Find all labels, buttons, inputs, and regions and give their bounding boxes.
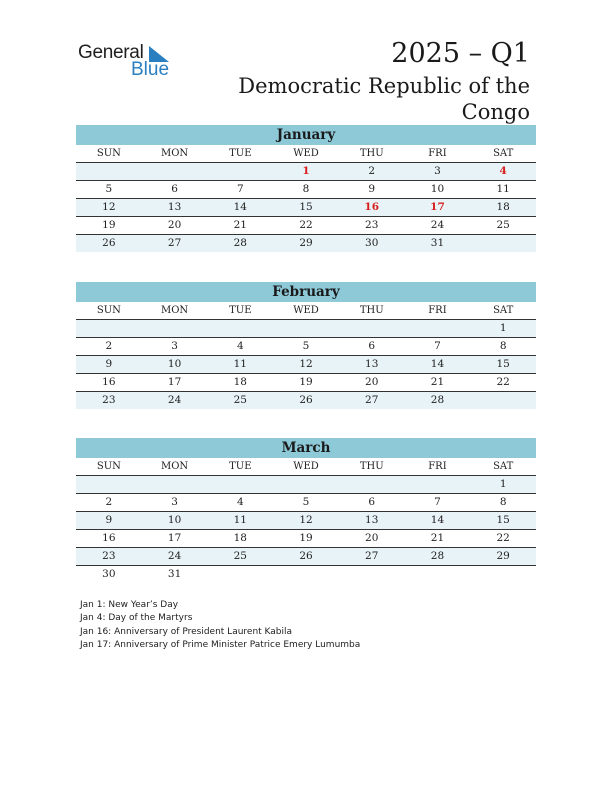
weekday-label: THU <box>359 461 384 472</box>
day-cell: 26 <box>299 394 313 406</box>
day-cell: 24 <box>167 550 182 562</box>
day-cell: 9 <box>368 183 376 195</box>
weekday-label: SUN <box>96 148 121 159</box>
empty-day-cell <box>142 320 208 337</box>
weekday-label: WED <box>293 461 319 472</box>
week-row <box>76 181 536 199</box>
day-cell: 19 <box>299 376 313 388</box>
day-cell: 11 <box>233 514 247 526</box>
week-row <box>76 338 536 356</box>
day-cell: 10 <box>167 514 182 526</box>
day-cell: 10 <box>167 358 182 370</box>
week-row <box>76 235 536 252</box>
week-row <box>76 476 536 494</box>
day-cell: 22 <box>496 532 510 544</box>
empty-day-cell <box>207 163 273 180</box>
day-cell: 4 <box>236 340 244 352</box>
weekday-label: WED <box>293 148 319 159</box>
day-cell: 17 <box>430 201 445 213</box>
day-cell: 14 <box>233 201 247 213</box>
day-cell: 18 <box>496 201 510 213</box>
month-calendar-march <box>76 438 536 583</box>
page-title-period: 2025 – Q1 <box>391 38 530 69</box>
empty-day-cell <box>405 476 471 493</box>
week-row <box>76 566 536 583</box>
weekday-label: FRI <box>428 305 447 316</box>
day-cell: 13 <box>167 201 182 213</box>
weekday-label: TUE <box>229 305 252 316</box>
empty-day-cell <box>339 320 405 337</box>
day-cell: 20 <box>365 532 379 544</box>
empty-day-cell <box>470 566 536 583</box>
day-cell: 6 <box>368 496 376 508</box>
day-cell: 14 <box>430 358 445 370</box>
day-cell: 7 <box>434 496 441 508</box>
day-cell: 25 <box>496 219 510 231</box>
empty-day-cell <box>142 163 208 180</box>
day-cell: 28 <box>430 550 445 562</box>
empty-day-cell <box>405 320 471 337</box>
day-cell: 15 <box>299 201 313 213</box>
weekday-header-row <box>76 302 536 320</box>
month-calendar-january <box>76 125 536 252</box>
day-cell: 4 <box>499 165 507 177</box>
day-cell: 26 <box>299 550 313 562</box>
day-cell: 11 <box>496 183 510 195</box>
day-cell: 27 <box>365 394 379 406</box>
day-cell: 23 <box>102 550 116 562</box>
day-cell: 21 <box>430 376 445 388</box>
day-cell: 5 <box>105 183 113 195</box>
weekday-label: THU <box>359 305 384 316</box>
weekday-label: TUE <box>229 148 252 159</box>
day-cell: 16 <box>364 201 380 213</box>
day-cell: 24 <box>430 219 445 231</box>
day-cell: 12 <box>299 514 313 526</box>
month-name: March <box>76 438 536 458</box>
day-cell: 15 <box>496 358 510 370</box>
generalblue-logo <box>78 42 178 82</box>
holiday-note: Jan 4: Day of the Martyrs <box>80 613 193 624</box>
empty-day-cell <box>339 566 405 583</box>
week-row <box>76 494 536 512</box>
empty-day-cell <box>470 392 536 409</box>
day-cell: 2 <box>105 340 113 352</box>
day-cell: 6 <box>171 183 178 195</box>
day-cell: 3 <box>171 496 178 508</box>
holiday-notes <box>80 599 360 652</box>
weekday-label: FRI <box>428 461 447 472</box>
weekday-label: THU <box>359 148 384 159</box>
day-cell: 31 <box>430 237 445 249</box>
day-cell: 18 <box>233 532 247 544</box>
day-cell: 8 <box>499 496 507 508</box>
week-row <box>76 530 536 548</box>
day-cell: 11 <box>233 358 247 370</box>
weekday-label: FRI <box>428 148 447 159</box>
empty-day-cell <box>273 566 339 583</box>
week-row <box>76 374 536 392</box>
month-calendar-february <box>76 282 536 409</box>
empty-day-cell <box>76 476 142 493</box>
day-cell: 24 <box>167 394 182 406</box>
weekday-label: MON <box>160 305 189 316</box>
day-cell: 21 <box>430 532 445 544</box>
day-cell: 8 <box>302 183 310 195</box>
day-cell: 13 <box>365 358 379 370</box>
holiday-note: Jan 1: New Year’s Day <box>80 600 179 610</box>
day-cell: 22 <box>496 376 510 388</box>
day-cell: 12 <box>102 201 116 213</box>
day-cell: 30 <box>365 237 379 249</box>
empty-day-cell <box>339 476 405 493</box>
empty-day-cell <box>405 566 471 583</box>
week-row <box>76 356 536 374</box>
day-cell: 25 <box>233 394 247 406</box>
day-cell: 17 <box>167 376 182 388</box>
week-row <box>76 217 536 235</box>
day-cell: 3 <box>434 165 441 177</box>
weekday-header-row <box>76 145 536 163</box>
day-cell: 28 <box>233 237 247 249</box>
day-cell: 23 <box>102 394 116 406</box>
day-cell: 29 <box>496 550 510 562</box>
day-cell: 15 <box>496 514 510 526</box>
empty-day-cell <box>207 566 273 583</box>
weekday-label: SUN <box>96 461 121 472</box>
week-row <box>76 548 536 566</box>
day-cell: 1 <box>499 322 507 334</box>
day-cell: 10 <box>430 183 445 195</box>
day-cell: 23 <box>365 219 379 231</box>
day-cell: 31 <box>167 568 182 580</box>
weekday-header-row <box>76 458 536 476</box>
weekday-label: WED <box>293 305 319 316</box>
day-cell: 27 <box>365 550 379 562</box>
day-cell: 29 <box>299 237 313 249</box>
empty-day-cell <box>207 320 273 337</box>
day-cell: 26 <box>102 237 116 249</box>
day-cell: 19 <box>299 532 313 544</box>
weekday-label: SAT <box>493 305 514 316</box>
empty-day-cell <box>76 320 142 337</box>
empty-day-cell <box>207 476 273 493</box>
day-cell: 4 <box>236 496 244 508</box>
week-row <box>76 199 536 217</box>
day-cell: 20 <box>365 376 379 388</box>
day-cell: 22 <box>299 219 313 231</box>
day-cell: 1 <box>302 165 310 177</box>
day-cell: 8 <box>499 340 507 352</box>
day-cell: 9 <box>105 358 113 370</box>
day-cell: 25 <box>233 550 247 562</box>
week-row <box>76 163 536 181</box>
day-cell: 28 <box>430 394 445 406</box>
empty-day-cell <box>142 476 208 493</box>
day-cell: 5 <box>302 340 310 352</box>
day-cell: 20 <box>167 219 182 231</box>
holiday-note: Jan 16: Anniversary of President Laurent Kabila <box>80 626 293 637</box>
day-cell: 13 <box>365 514 379 526</box>
day-cell: 30 <box>102 568 116 580</box>
day-cell: 18 <box>233 376 247 388</box>
empty-day-cell <box>273 320 339 337</box>
day-cell: 2 <box>368 165 376 177</box>
weekday-label: SAT <box>493 148 514 159</box>
day-cell: 16 <box>102 532 116 544</box>
day-cell: 27 <box>167 237 182 249</box>
day-cell: 7 <box>434 340 441 352</box>
day-cell: 21 <box>233 219 247 231</box>
empty-day-cell <box>273 476 339 493</box>
week-row <box>76 392 536 409</box>
empty-day-cell <box>470 235 536 252</box>
day-cell: 14 <box>430 514 445 526</box>
weekday-label: SAT <box>493 461 514 472</box>
holiday-note: Jan 17: Anniversary of Prime Minister Patrice Emery Lumumba <box>80 639 361 650</box>
day-cell: 17 <box>167 532 182 544</box>
logo-word-blue: Blue <box>131 59 170 80</box>
day-cell: 16 <box>102 376 116 388</box>
day-cell: 2 <box>105 496 113 508</box>
month-name: January <box>76 125 536 145</box>
day-cell: 12 <box>299 358 313 370</box>
empty-day-cell <box>76 163 142 180</box>
weekday-label: MON <box>160 148 189 159</box>
day-cell: 5 <box>302 496 310 508</box>
day-cell: 1 <box>499 478 507 490</box>
day-cell: 3 <box>171 340 178 352</box>
week-row <box>76 320 536 338</box>
weekday-label: SUN <box>96 305 121 316</box>
day-cell: 9 <box>105 514 113 526</box>
day-cell: 19 <box>102 219 116 231</box>
logo-word-general: General <box>78 42 144 63</box>
day-cell: 7 <box>236 183 244 195</box>
month-name: February <box>76 282 536 302</box>
page-title-country: Democratic Republic of the Congo <box>238 74 530 124</box>
day-cell: 6 <box>368 340 376 352</box>
weekday-label: MON <box>160 461 189 472</box>
weekday-label: TUE <box>229 461 252 472</box>
week-row <box>76 512 536 530</box>
